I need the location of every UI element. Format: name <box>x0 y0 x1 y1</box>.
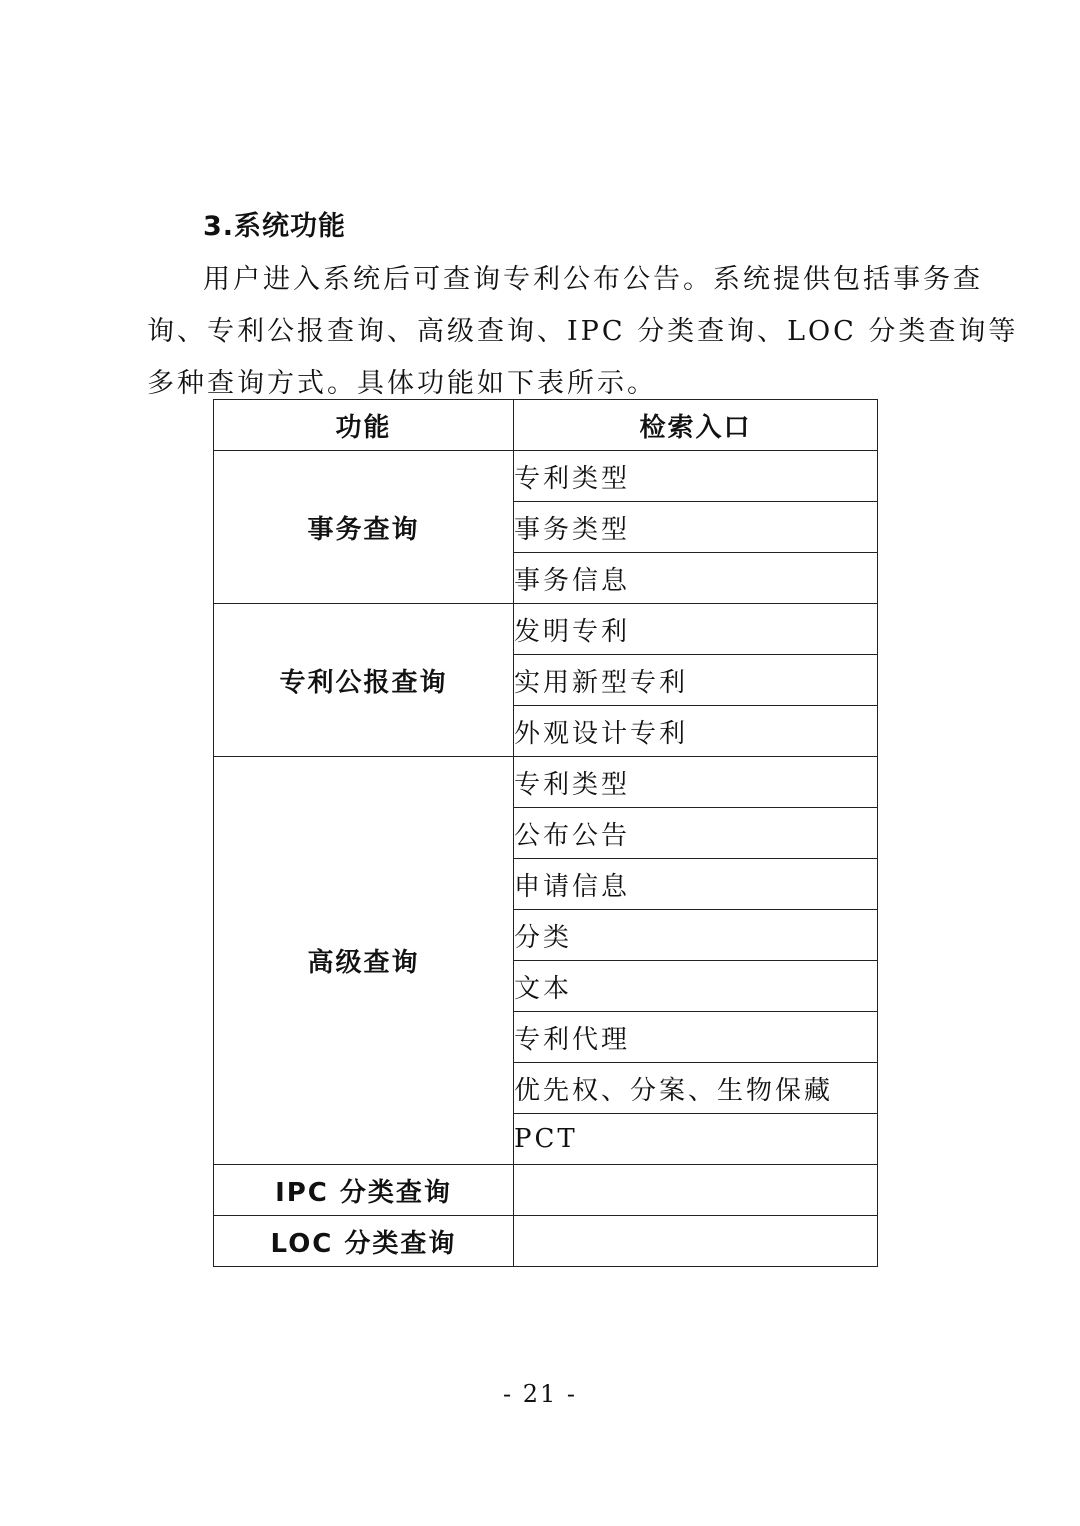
entry-cell: 事务信息 <box>514 553 878 604</box>
entry-cell: PCT <box>514 1114 878 1165</box>
function-cell: 专利公报查询 <box>214 604 514 757</box>
function-cell: 高级查询 <box>214 757 514 1165</box>
entry-cell <box>514 1165 878 1216</box>
function-table <box>213 399 878 1267</box>
entry-cell: 申请信息 <box>514 859 878 910</box>
function-cell: LOC 分类查询 <box>214 1216 514 1267</box>
section-paragraph <box>147 254 1019 410</box>
table-row <box>214 604 878 655</box>
entry-cell: 发明专利 <box>514 604 878 655</box>
table-header-row <box>214 400 878 451</box>
entry-cell: 公布公告 <box>514 808 878 859</box>
function-cell: IPC 分类查询 <box>214 1165 514 1216</box>
table-row <box>214 757 878 808</box>
section-heading: 3.系统功能 <box>203 211 347 242</box>
page-number: - 21 - <box>502 1380 577 1408</box>
paragraph-line: 多种查询方式。具体功能如下表所示。 <box>147 368 657 399</box>
header-function: 功能 <box>214 400 514 451</box>
entry-cell <box>514 1216 878 1267</box>
table-body <box>214 451 878 1267</box>
paragraph-line: 询、专利公报查询、高级查询、IPC 分类查询、LOC 分类查询等 <box>147 316 1019 347</box>
entry-cell: 优先权、分案、生物保藏 <box>514 1063 878 1114</box>
function-cell: 事务查询 <box>214 451 514 604</box>
entry-cell: 专利代理 <box>514 1012 878 1063</box>
table-row <box>214 1216 878 1267</box>
entry-cell: 外观设计专利 <box>514 706 878 757</box>
entry-cell: 实用新型专利 <box>514 655 878 706</box>
entry-cell: 事务类型 <box>514 502 878 553</box>
entry-cell: 专利类型 <box>514 757 878 808</box>
entry-cell: 分类 <box>514 910 878 961</box>
entry-cell: 专利类型 <box>514 451 878 502</box>
paragraph-line: 用户进入系统后可查询专利公布公告。系统提供包括事务查 <box>203 264 983 295</box>
header-search-entry: 检索入口 <box>514 400 878 451</box>
entry-cell: 文本 <box>514 961 878 1012</box>
table-row <box>214 1165 878 1216</box>
table-row <box>214 451 878 502</box>
